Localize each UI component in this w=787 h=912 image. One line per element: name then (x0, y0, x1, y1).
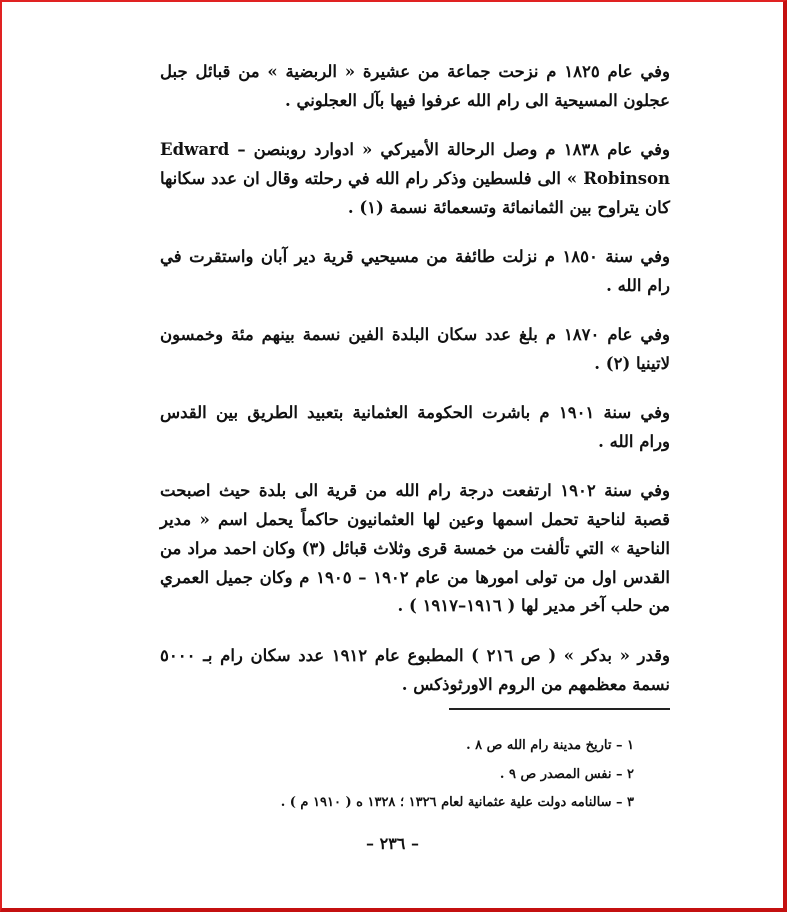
paragraph-1825: وفي عام ١٨٢٥ م نزحت جماعة من عشيرة « الربضية » من قبائل جبل عجلون المسيحية الى رام الله عرفوا فيها بآل العجلوني . (160, 62, 670, 110)
paragraph-1870: وفي عام ١٨٧٠ م بلغ عدد سكان البلدة الفين نسمة بينهم مئة وخمسون لاتينيا (٢) . (160, 325, 670, 373)
footnote-3: ٣ – سالنامه دولت علية عثمانية لعام ١٣٢٦ ؛ ١٣٢٨ ه ( ١٩١٠ م ) . (280, 795, 634, 810)
paragraph-baedeker: وقدر « بدكر » ( ص ٢١٦ ) المطبوع عام ١٩١٢ عدد سكان رام بـ ٥٠٠٠ نسمة معظمهم من الروم الاورثوذكس . (160, 645, 670, 694)
paragraph-1850: وفي سنة ١٨٥٠ م نزلت طائفة من مسيحيي قرية دير آبان واستقرت في رام الله . (160, 246, 670, 295)
paragraph-1902: وفي سنة ١٩٠٢ ارتفعت درجة رام الله من قرية الى بلدة حيث اصبحت قصبة لناحية تحمل اسمها وعين لها العثمانيون حاكماً يحمل اسم « مدير الناحية » التي تألفت من خمسة قرى وثلاث قبائل (٣) وكان احمد مراد من القدس اول من تولى امورها من عام ١٩٠٢ – ١٩٠٥ م وكان جميل العمري من حلب آخر مدير لها ( ١٩١٦–١٩١٧ ) . (160, 481, 670, 616)
body-text (160, 58, 670, 720)
paragraph-1901: وفي سنة ١٩٠١ م باشرت الحكومة العثمانية بتعبيد الطريق بين القدس ورام الله . (160, 403, 670, 451)
page-number: – ٢٣٦ – (366, 834, 419, 853)
footnotes (202, 732, 634, 818)
footnote-divider (449, 708, 670, 710)
paragraph-1838: وفي عام ١٨٣٨ م وصل الرحالة الأميركي « ادوارد روبنصن – Edward Robinson » الى فلسطين وذكر رام الله في رحلته وقال ان عدد سكانها كان يتراوح بين الثمانمائة وتسعمائة نسمة (١) . (160, 140, 671, 217)
footnote-2: ٢ – نفس المصدر ص ٩ . (499, 766, 634, 782)
footnote-1: ١ – تاريخ مدينة رام الله ص ٨ . (466, 738, 634, 753)
